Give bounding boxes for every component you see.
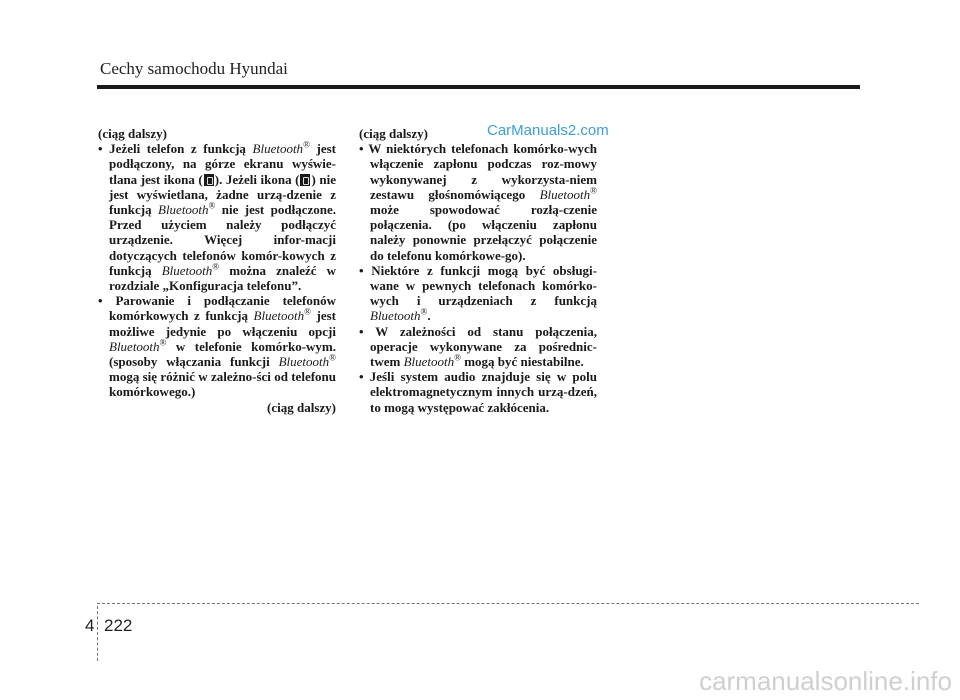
text: mogą być niestabilne. — [460, 354, 584, 370]
site-watermark: carmanualsonline.info — [699, 666, 952, 696]
text: • Jeśli system audio znajduje się w polu elektromagnetycznym innych urzą-dzeń, to mogą występować zakłócenia. — [359, 369, 597, 415]
bluetooth-term: Bluetooth — [158, 202, 209, 218]
text: jest możliwe jedynie po włączeniu opcji — [109, 308, 336, 339]
left-column — [98, 126, 336, 415]
text: nie jest podłączone. Przed użyciem należy podłączyć urządzenie. Więcej infor-macji dotyczących telefonów komór-kowych z funkcją — [109, 202, 336, 278]
bullet-connected-icon — [98, 141, 336, 293]
text: • Jeżeli telefon z funkcją — [98, 141, 253, 157]
text: . — [427, 308, 431, 324]
footer-vertical-rule — [97, 606, 98, 661]
text: • W zależności od stanu połączenia, operacje wykonywane za pośrednic-twem — [359, 323, 597, 370]
text: ). Jeżeli ikona ( — [214, 171, 300, 187]
bluetooth-term: Bluetooth — [539, 186, 591, 202]
text: w telefonie komórko-wym. (sposoby włączania funkcji — [109, 338, 336, 370]
bullet-ignition — [359, 141, 597, 263]
registered-mark: ® — [159, 337, 167, 348]
header-rule — [97, 85, 860, 89]
registered-mark: ® — [420, 307, 428, 318]
footer-dashed-rule — [97, 603, 919, 604]
registered-mark: ® — [208, 200, 216, 211]
bluetooth-term: Bluetooth — [252, 141, 304, 157]
text: można znaleźć w rozdziale „Konfiguracja telefonu”. — [109, 262, 337, 294]
continued-label-top: (ciąg dalszy) — [359, 126, 428, 141]
text: • Niektóre z funkcji mogą być obsługi-wane w pewnych telefonach komórko-wych i urządzeniach z funkcją — [359, 262, 597, 309]
bluetooth-term: Bluetooth — [253, 308, 305, 324]
bluetooth-phone-icon — [300, 174, 310, 186]
registered-mark: ® — [212, 261, 220, 272]
bluetooth-term: Bluetooth — [403, 354, 455, 370]
page-header-title: Cechy samochodu Hyundai — [100, 59, 288, 78]
carmanuals-watermark: CarManuals2.com — [487, 122, 609, 139]
bullet-interference — [359, 369, 597, 415]
registered-mark: ® — [329, 352, 336, 363]
bullet-pairing — [98, 293, 336, 399]
page-number-value: 222 — [104, 616, 133, 635]
bullet-supported-functions — [359, 263, 597, 324]
registered-mark: ® — [303, 139, 310, 150]
chapter-number: 4 — [85, 616, 95, 635]
registered-mark: ® — [590, 185, 597, 196]
registered-mark: ® — [304, 307, 311, 318]
continued-label-top: (ciąg dalszy) — [98, 126, 167, 141]
continued-label-bottom: (ciąg dalszy) — [267, 399, 336, 415]
bluetooth-term: Bluetooth — [278, 354, 330, 370]
text: • W niektórych telefonach komórko-wych włączenie zapłonu podczas roz-mowy wykonywanej z wykorzysta-niem zestawu głośnomówiącego — [359, 141, 597, 202]
text: • Parowanie i podłączanie telefonów komórkowych z funkcją — [98, 293, 336, 324]
text: ) nie jest wyświetlana, żadne urzą-dzenie z funkcją — [109, 171, 336, 218]
registered-mark: ® — [454, 352, 461, 363]
right-column — [359, 126, 597, 415]
bullet-connection-state — [359, 324, 597, 370]
bluetooth-term: Bluetooth — [161, 262, 213, 278]
bluetooth-term: Bluetooth — [109, 338, 160, 354]
text: jest podłączony, na górze ekranu wyświe-tlana jest ikona ( — [109, 141, 336, 187]
bluetooth-phone-icon — [204, 174, 214, 186]
bluetooth-term: Bluetooth — [370, 308, 421, 324]
text: może spowodować rozłą-czenie połączenia. (po włączeniu zapłonu należy ponownie przełączyć połączenie do telefonu komórkowe-go). — [370, 202, 597, 263]
text: mogą się różnić w zależno-ści od telefonu komórkowego.) — [109, 369, 336, 400]
